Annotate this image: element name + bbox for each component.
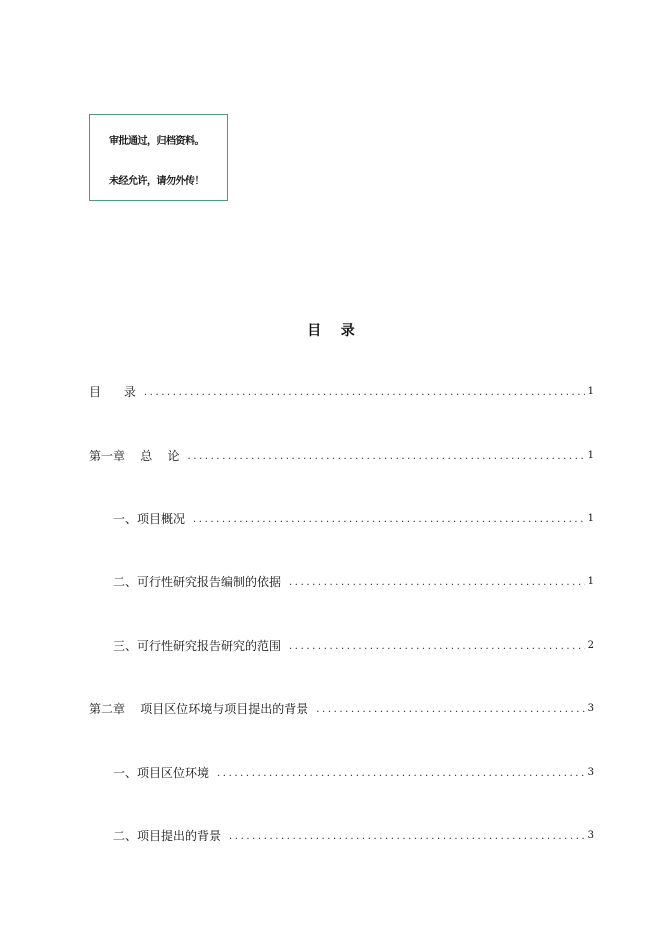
toc-entry-page: 1 — [587, 513, 594, 524]
toc-entry-label: 第二章 项目区位环境与项目提出的背景 — [89, 702, 309, 716]
toc-entry-page: 2 — [587, 640, 594, 651]
toc-dot-leader — [289, 640, 585, 654]
toc-entry-label: 第一章 总 论 — [89, 449, 180, 463]
toc-entry-chapter-1[interactable] — [89, 448, 594, 464]
toc-entry-label: 一、项目概况 — [113, 512, 186, 526]
toc-dot-leader — [217, 767, 585, 781]
toc-entry-contents[interactable] — [89, 384, 594, 400]
approval-notice-box — [89, 114, 228, 201]
toc-entry-page: 1 — [587, 450, 594, 461]
toc-entry-page: 3 — [587, 767, 594, 778]
toc-entry-page: 1 — [587, 386, 594, 397]
toc-dot-leader — [193, 513, 585, 527]
toc-entry-section-2-2[interactable] — [113, 828, 594, 844]
notice-line-confidential: 未经允许，请勿外传！ — [109, 176, 204, 187]
toc-entry-label: 二、项目提出的背景 — [113, 829, 222, 843]
notice-line-approved: 审批通过，归档资料。 — [109, 136, 204, 147]
toc-entry-chapter-2[interactable] — [89, 701, 594, 717]
toc-dot-leader — [289, 576, 585, 590]
toc-entry-section-2-1[interactable] — [113, 765, 594, 781]
toc-dot-leader — [229, 830, 585, 844]
toc-dot-leader — [316, 703, 584, 717]
toc-entry-section-1-1[interactable] — [113, 511, 594, 527]
toc-entry-page: 3 — [587, 703, 594, 714]
toc-entry-label: 目 录 — [89, 385, 136, 399]
toc-dot-leader — [144, 386, 585, 400]
toc-entry-label: 三、可行性研究报告研究的范围 — [113, 639, 282, 653]
toc-heading: 目 录 — [307, 323, 355, 339]
toc-entry-section-1-3[interactable] — [113, 638, 594, 654]
toc-entry-section-1-2[interactable] — [113, 574, 594, 590]
toc-entry-page: 3 — [587, 830, 594, 841]
toc-entry-label: 一、项目区位环境 — [113, 766, 210, 780]
toc-dot-leader — [188, 450, 585, 464]
toc-entry-label: 二、可行性研究报告编制的依据 — [113, 575, 282, 589]
toc-entry-page: 1 — [587, 576, 594, 587]
